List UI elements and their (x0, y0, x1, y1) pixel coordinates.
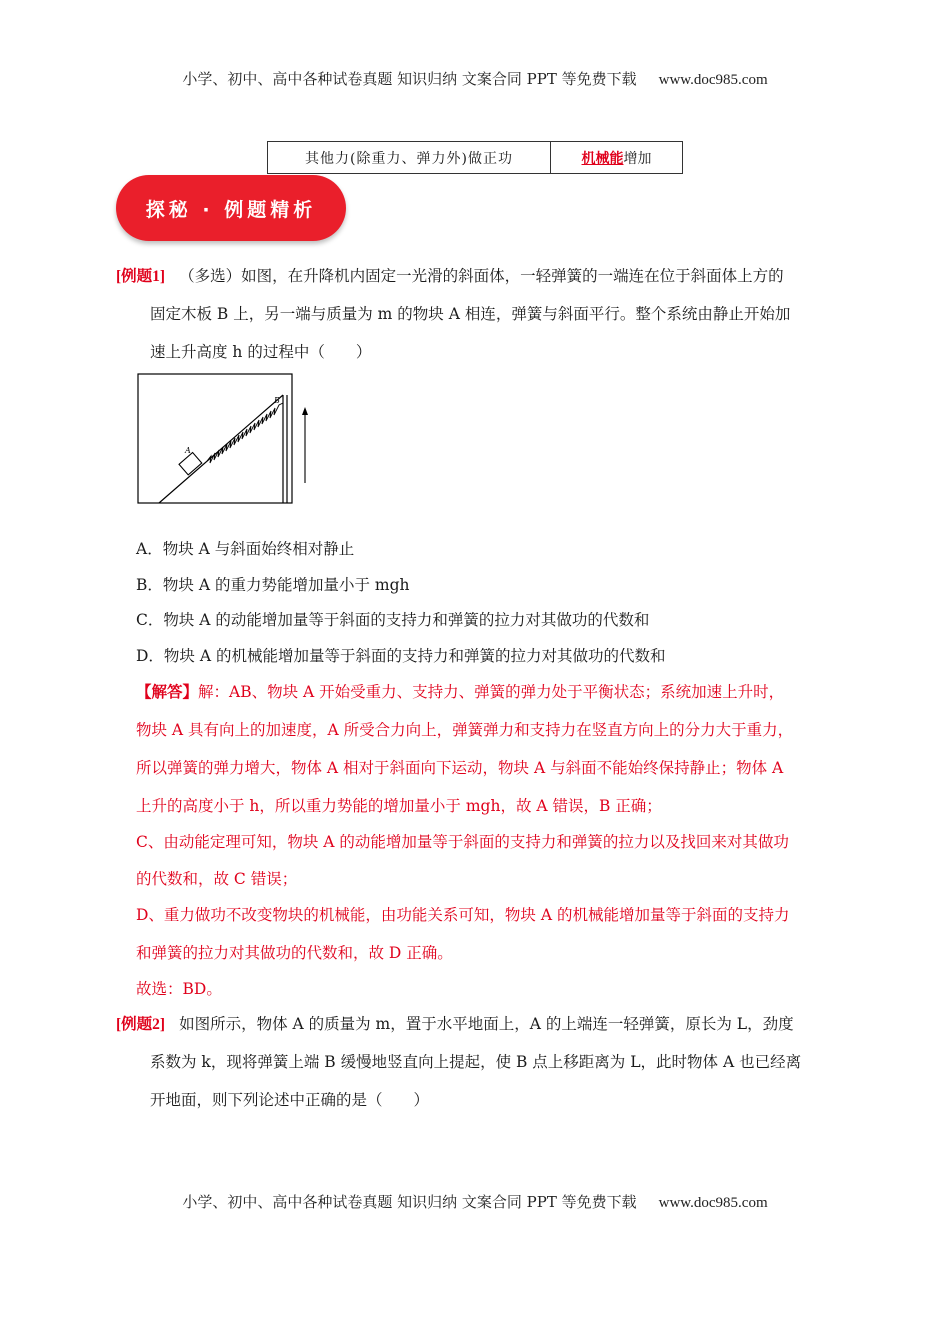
q2-line-3: 开地面，则下列论述中正确的是（ ） (150, 1091, 430, 1109)
q1-line-1 (116, 264, 784, 286)
section-banner (116, 175, 346, 241)
label-a: A (185, 446, 191, 455)
header-text: 小学、初中、高中各种试卷真题 知识归纳 文案合同 PPT 等免费下载 (182, 70, 637, 88)
table-cell-result-keyword: 机械能 (581, 150, 624, 167)
table-cell-result (551, 142, 682, 173)
q1-line-3: 速上升高度 h 的过程中（ ） (150, 343, 372, 361)
q1-line-2: 固定木板 B 上，另一端与质量为 m 的物块 A 相连，弹簧与斜面平行。整个系统由静止开始加 (150, 305, 791, 323)
q1-option-d: D．物块 A 的机械能增加量等于斜面的支持力和弹簧的拉力对其做功的代数和 (136, 647, 666, 665)
q1-answer-line-7: D、重力做功不改变物块的机械能，由功能关系可知，物块 A 的机械能增加量等于斜面的支持力 (136, 906, 790, 924)
q1-text-1: （多选）如图，在升降机内固定一光滑的斜面体，一轻弹簧的一端连在位于斜面体上方的 (179, 267, 784, 285)
page-header (0, 68, 950, 89)
page-footer (0, 1191, 950, 1212)
q2-text-1: 如图所示，物体 A 的质量为 m，置于水平地面上，A 的上端连一轻弹簧，原长为 L，劲度 (179, 1015, 794, 1033)
q1-option-a: A．物块 A 与斜面始终相对静止 (136, 540, 355, 558)
q1-label: [例题1] (116, 268, 166, 285)
summary-table-row (267, 141, 683, 174)
q1-option-c: C．物块 A 的动能增加量等于斜面的支持力和弹簧的拉力对其做功的代数和 (136, 611, 650, 629)
header-site: www.doc985.com (658, 72, 768, 88)
table-cell-result-rest: 增加 (623, 150, 652, 167)
q1-answer-line-2: 物块 A 具有向上的加速度，A 所受合力向上，弹簧弹力和支持力在竖直方向上的分力大于重力， (136, 721, 794, 739)
q2-line-2: 系数为 k，现将弹簧上端 B 缓慢地竖直向上提起，使 B 点上移距离为 L，此时物体 A 也已经离 (150, 1053, 802, 1071)
q1-answer-line-5: C、由动能定理可知，物块 A 的动能增加量等于斜面的支持力和弹簧的拉力以及找回来对其做功 (136, 833, 789, 851)
q1-option-b: B．物块 A 的重力势能增加量小于 mgh (136, 576, 410, 594)
label-b: B (274, 396, 280, 405)
table-cell-condition: 其他力(除重力、弹力外)做正功 (268, 142, 551, 173)
section-banner-text: 探秘 · 例题精析 (145, 198, 317, 221)
incline-spring-figure (137, 373, 317, 505)
q1-answer-line-4: 上升的高度小于 h，所以重力势能的增加量小于 mgh，故 A 错误，B 正确； (136, 797, 662, 815)
q1-answer-text-1: 解：AB、物块 A 开始受重力、支持力、弹簧的弹力处于平衡状态；系统加速上升时， (198, 683, 785, 701)
q1-answer-line-1 (136, 680, 784, 702)
q2-line-1 (116, 1012, 794, 1034)
q1-answer-label: 【解答】 (136, 682, 199, 701)
q2-label: [例题2] (116, 1016, 166, 1033)
footer-text: 小学、初中、高中各种试卷真题 知识归纳 文案合同 PPT 等免费下载 (182, 1193, 637, 1211)
q1-answer-line-8: 和弹簧的拉力对其做功的代数和，故 D 正确。 (136, 944, 453, 962)
q1-answer-line-6: 的代数和，故 C 错误； (136, 870, 298, 888)
q1-answer-line-3: 所以弹簧的弹力增大，物体 A 相对于斜面向下运动，物块 A 与斜面不能始终保持静止；物体 A (136, 759, 784, 777)
footer-site: www.doc985.com (658, 1195, 768, 1211)
q1-answer-line-9: 故选：BD。 (136, 980, 222, 998)
